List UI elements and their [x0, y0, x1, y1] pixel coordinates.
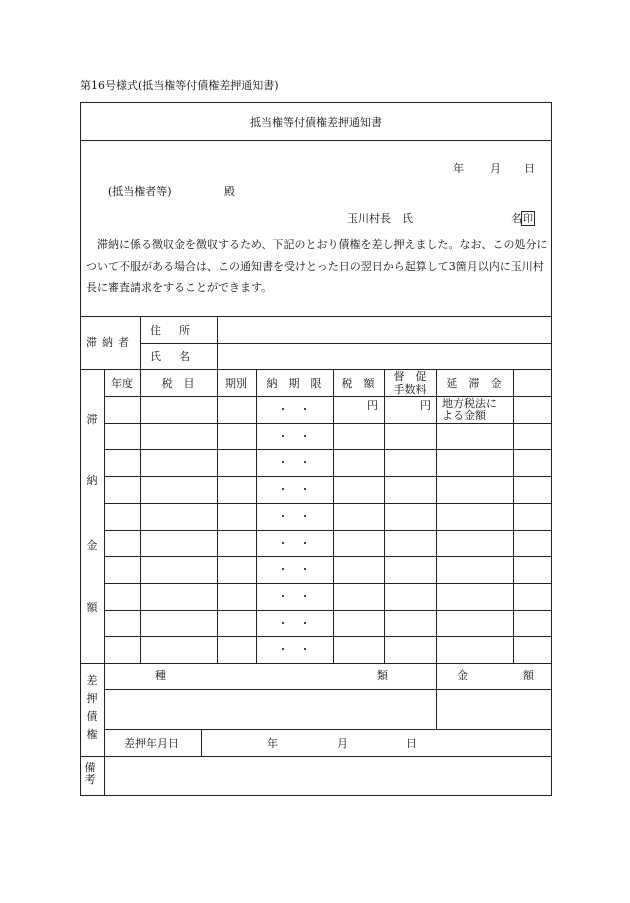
- yen-unit-tax: 円: [367, 399, 378, 412]
- due-date-placeholder: ・ ・: [277, 643, 311, 657]
- amounts-section-char-4: 額: [86, 601, 98, 614]
- section-label-divider: [104, 369, 105, 796]
- type-label-1: 種: [155, 669, 166, 682]
- header-fee-line-2: 手数料: [393, 383, 427, 396]
- issuer-title: 玉川村長 氏: [347, 212, 413, 225]
- issuer-name-char: 名: [511, 212, 522, 225]
- form-title: 抵当権等付債権差押通知書: [250, 116, 382, 129]
- seized-section-char-4: 権: [86, 728, 98, 741]
- seizure-date-day: 日: [406, 737, 417, 750]
- due-date-placeholder: ・ ・: [277, 563, 311, 577]
- seized-date-divider: [201, 729, 202, 756]
- header-due-date: 納 期 限: [266, 377, 322, 390]
- address-divider: [140, 343, 552, 344]
- seizure-date-year: 年: [267, 737, 278, 750]
- remarks-char-2: 考: [84, 773, 96, 786]
- due-date-placeholder: ・ ・: [277, 483, 311, 497]
- due-date-placeholder: ・ ・: [277, 403, 311, 416]
- yen-unit-fee: 円: [420, 399, 431, 412]
- seized-section-char-1: 差: [86, 674, 98, 687]
- header-year: 年度: [111, 377, 133, 390]
- amount-row-line: [104, 423, 552, 424]
- taxpayer-field-divider: [217, 316, 218, 369]
- seized-section-char-3: 債: [86, 710, 98, 723]
- amount-row-line: [104, 503, 552, 504]
- amount-row-line: [104, 530, 552, 531]
- col-divider-fee: [436, 369, 437, 663]
- header-fee-line-1: 督 促: [393, 370, 427, 383]
- legal-amount-note-1: 地方税法に: [442, 397, 497, 410]
- seal-stamp: 印: [521, 211, 535, 226]
- amount-row-line: [104, 556, 552, 557]
- remarks-char-1: 備: [84, 761, 96, 774]
- date-year-label: 年: [453, 162, 464, 175]
- seized-body-divider: [104, 729, 552, 730]
- seized-header-divider: [104, 689, 552, 690]
- form-number: 第16号様式(抵当権等付債権差押通知書): [80, 79, 279, 92]
- seized-amount-divider: [436, 663, 437, 729]
- col-divider-year: [140, 369, 141, 663]
- seizure-date-month: 月: [337, 737, 348, 750]
- legal-amount-note-2: よる金額: [442, 409, 486, 422]
- amount-label-1: 金: [457, 669, 468, 682]
- amount-row-line: [104, 636, 552, 637]
- col-divider-delinquency: [513, 369, 514, 663]
- due-date-placeholder: ・ ・: [277, 589, 311, 603]
- amounts-section-char-3: 金: [86, 539, 98, 552]
- due-date-placeholder: ・ ・: [277, 536, 311, 550]
- taxpayer-divider: [80, 369, 552, 370]
- name-label: 氏名: [150, 350, 208, 363]
- due-date-placeholder: ・ ・: [277, 616, 311, 630]
- header-tax-item: 税 目: [161, 377, 195, 390]
- addressee-suffix: 殿: [224, 185, 235, 198]
- date-day-label: 日: [524, 162, 535, 175]
- due-date-placeholder: ・ ・: [277, 429, 311, 443]
- amount-row-line: [104, 583, 552, 584]
- title-divider: [80, 140, 552, 141]
- amounts-section-char-1: 滞: [86, 413, 98, 426]
- notice-text: 滞納に係る徴収金を徴収するため、下記のとおり債権を差し押えました。なお、この処分について不服がある場合は、この通知書を受けとった日の翌日から起算して3箇月以内に玉川村長に審査請求をすることができます。: [86, 238, 548, 294]
- taxpayer-label-divider: [140, 316, 141, 369]
- col-divider-tax-item: [217, 369, 218, 663]
- address-label: 住所: [150, 324, 208, 337]
- amounts-section-char-2: 納: [86, 474, 98, 487]
- seized-divider: [80, 756, 552, 757]
- amounts-divider: [80, 663, 552, 664]
- date-month-label: 月: [490, 162, 501, 175]
- seizure-date-label: 差押年月日: [124, 737, 179, 750]
- addressee-label: (抵当権者等): [108, 185, 172, 198]
- seized-section-char-2: 押: [86, 692, 98, 705]
- col-divider-tax: [384, 369, 385, 663]
- due-date-placeholder: ・ ・: [277, 509, 311, 523]
- col-divider-term: [256, 369, 257, 663]
- amount-row-line: [104, 610, 552, 611]
- amount-row-line: [104, 476, 552, 477]
- col-divider-due: [333, 369, 334, 663]
- amount-row-line: [104, 449, 552, 450]
- header-divider: [80, 316, 552, 317]
- header-term: 期別: [225, 377, 247, 390]
- taxpayer-section-label: 滞納者: [86, 336, 134, 349]
- header-delinquency: 延 滞 金: [446, 377, 502, 390]
- due-date-placeholder: ・ ・: [277, 456, 311, 470]
- header-tax-amount: 税 額: [341, 377, 375, 390]
- amount-label-2: 額: [523, 669, 534, 682]
- type-label-2: 類: [377, 669, 388, 682]
